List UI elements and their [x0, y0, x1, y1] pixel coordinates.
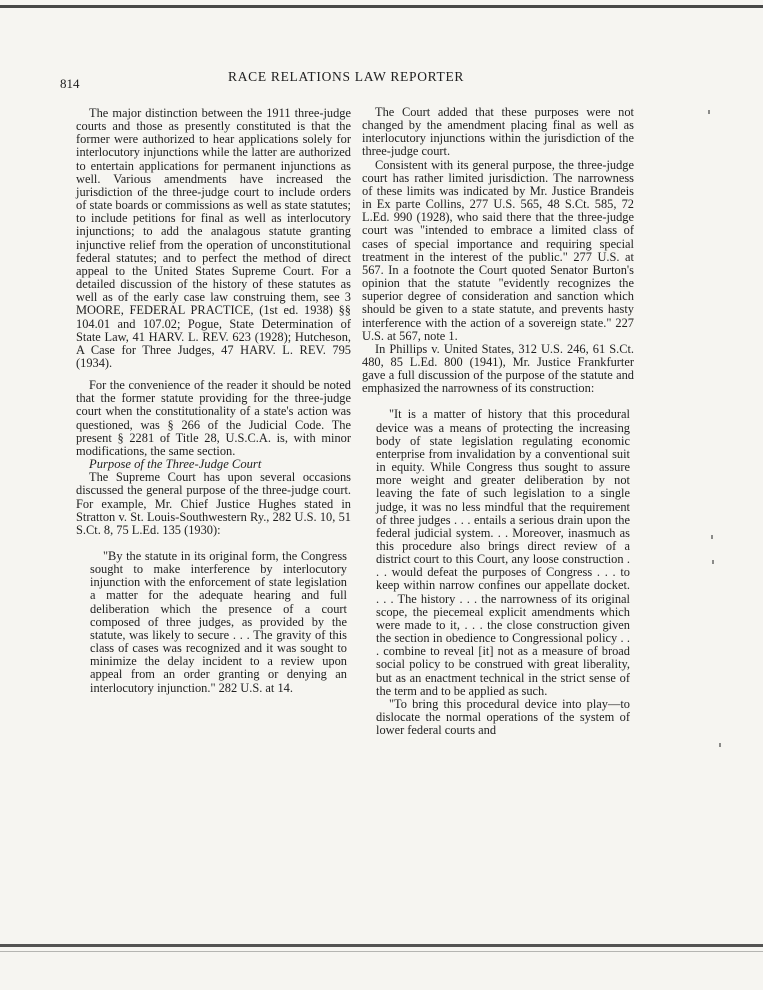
scan-speck	[719, 743, 721, 747]
right-paragraph-2: Consistent with its general purpose, the three-judge court has rather limited jurisdiction. The narrowness of these limits was indicated by Mr. Justice Brandeis in Ex parte Collins, 277 U.S. 565, 48 S.Ct. 585, 72 L.Ed. 990 (1928), who said there that the three-judge court was "intended to embrace a limited class of cases of special importance and requiring special treatment in the interest of the public." 277 U.S. at 567. In a footnote the Court quoted Senator Burton's opinion that the statute "evidently recognizes the superior degree of consideration and sanction which should be given to a state statute, and prevents hasty interference with the action of a sovereign state." 227 U.S. at 567, note 1.	[362, 157, 634, 343]
left-paragraph-3: The Supreme Court has upon several occasions discussed the general purpose of the three-judge court. For example, Mr. Chief Justice Hughes stated in Stratton v. St. Louis-Southwestern Ry., 282 U.S. 10, 51 S.Ct. 8, 75 L.Ed. 135 (1930):	[76, 470, 351, 537]
page-number: 814	[60, 76, 80, 91]
left-paragraph-2: For the convenience of the reader it should be noted that the former statute providing for the three-judge court when the constitutionality of a state's action was questioned, was § 266 of the Judicial Code. The present § 2281 of Title 28, U.S.C.A. is, with minor modifications, the same section.	[76, 378, 351, 458]
top-rule	[0, 5, 763, 8]
left-column	[76, 107, 351, 695]
bottom-rule-thin	[0, 951, 763, 952]
scan-speck	[708, 110, 710, 114]
right-paragraph-3: In Phillips v. United States, 312 U.S. 246, 61 S.Ct. 480, 85 L.Ed. 800 (1941), Mr. Justice Frankfurter gave a full discussion of the purpose of the statute and emphasized the narrowness of its construction:	[362, 341, 634, 396]
right-block-quote-2: "To bring this procedural device into play—to dislocate the normal operations of the system of lower federal courts and	[376, 696, 630, 738]
right-paragraph-1: The Court added that these purposes were not changed by the amendment placing final as well as interlocutory injunctions within the jurisdiction of the three-judge court.	[362, 105, 634, 159]
right-block-quote-1: "It is a matter of history that this procedural device was a means of protecting the increasing body of state legislation regulating economic enterprise from invalidation by a conventional suit in equity. While Congress thus sought to assure more weight and greater deliberation by not leaving the fate of such legislation to a single judge, it was no less mindful that the requirement of three judges . . . entails a serious drain upon the federal judicial system. . . Moreover, inasmuch as this procedure also brings direct review of a district court to this Court, any loose construction . . . would defeat the purposes of Congress . . . to keep within narrow confines our appellate docket. . . . The history . . . the narrowness of its original scope, the piecemeal explicit amendments which were made to it, . . . the close construction given the section in obedience to Congressional policy . . . combine to reveal [it] not as a measure of broad social policy to be construed with great liberality, but as an enactment technical in the strict sense of the term and to be applied as such.	[376, 407, 630, 698]
scan-speck	[711, 535, 713, 539]
left-block-quote: "By the statute in its original form, the Congress sought to make interference by interlocutory injunction with the enforcement of state legislation a matter for the adequate hearing and full deliberation which the presence of a court composed of three judges, as provided by the statute, was likely to secure . . . The gravity of this class of cases was recognized and it was sought to minimize the delay incident to a review upon appeal from an order granting or denying an interlocutory injunction." 282 U.S. at 14.	[90, 549, 347, 695]
left-paragraph-1: The major distinction between the 1911 three-judge courts and those as presently constituted is that the former were authorized to hear applications solely for interlocutory injunctions while the latter are authorized to entertain applications for permanent injunctions as well. Various amendments have increased the jurisdiction of the three-judge court to include orders of state boards or commissions as well as state statutes; to include petitions for final as well as interlocutory injunctions; to add the analagous statute granting injunctive relief from the operation of unconstitutional federal statutes; and to perfect the method of direct appeal to the United States Supreme Court. For a detailed discussion of the history of these statutes as well as of the early case law construing them, see 3 MOORE, FEDERAL PRACTICE, (1st ed. 1938) §§ 104.01 and 107.02; Pogue, State Determination of State Law, 41 HARV. L. REV. 623 (1928); Hutcheson, A Case for Three Judges, 47 HARV. L. REV. 795 (1934).	[76, 106, 351, 370]
scan-speck	[712, 560, 714, 564]
right-column	[362, 106, 634, 737]
section-heading: Purpose of the Three-Judge Court	[89, 457, 262, 472]
bottom-rule	[0, 944, 763, 947]
running-title: RACE RELATIONS LAW REPORTER	[228, 69, 465, 84]
